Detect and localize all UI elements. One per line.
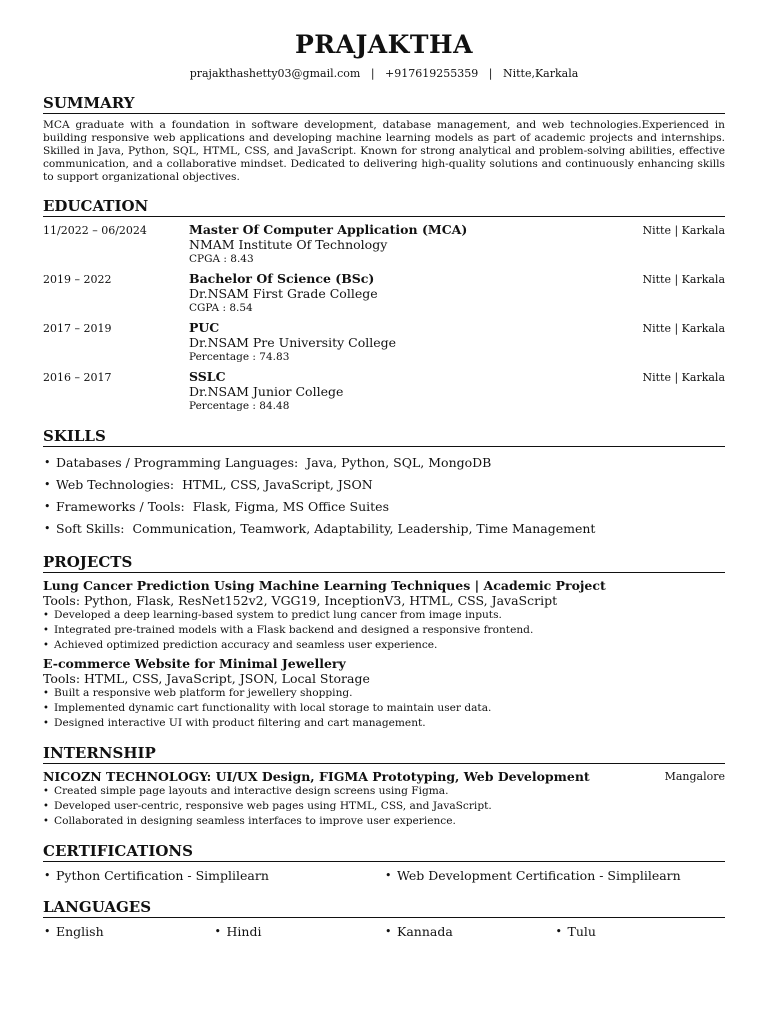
skill-item [43,496,725,518]
list-item: • Integrated pre-trained models with a Flask backend and designed a responsive frontend. [43,623,725,638]
list-item: • Developed user-centric, responsive web pages using HTML, CSS, and JavaScript. [43,799,725,814]
education-details [189,320,642,365]
degree-name: Bachelor Of Science (BSc) [189,271,375,286]
language-item: • Kannada [384,923,555,941]
education-date: 2016 – 2017 [43,371,112,384]
internship-location: Mangalore [664,770,725,783]
separator: | [370,67,375,80]
skill-item [43,474,725,496]
section-heading: EDUCATION [43,197,725,217]
education-date: 11/2022 – 06/2024 [43,224,147,237]
education-details [189,271,642,316]
separator: | [488,67,493,80]
education-date: 2017 – 2019 [43,322,112,335]
section-heading: SKILLS [43,427,725,447]
skills-section [43,427,725,540]
section-heading: INTERNSHIP [43,744,725,764]
internship-company: NICOZN TECHNOLOGY: UI/UX Design, FIGMA Prototyping, Web Development [43,769,590,784]
skill-item [43,518,725,540]
education-location: Nitte | Karkala [642,371,725,384]
institution-name: NMAM Institute Of Technology [189,237,388,252]
list-item: • Developed a deep learning-based system to predict lung cancer from image inputs. [43,608,725,623]
summary-text: MCA graduate with a foundation in software development, database management, and web technologies.Experienced in building responsive web applications and developing machine learning models as part of academic projects and internships. Skilled in Java, Python, SQL, HTML, CSS, and JavaScript. Known for strong analytical and problem-solving abilities, effective communication, and a collaborative mindset. Dedicated to delivering high-quality solutions and continuously enhancing skills to support organizational objectives. [43,119,725,183]
project-entry [43,578,725,653]
section-heading: CERTIFICATIONS [43,842,725,862]
project-title: E-commerce Website for Minimal Jewellery [43,656,346,671]
degree-name: PUC [189,320,220,335]
certifications-section [43,842,725,885]
project-title: Lung Cancer Prediction Using Machine Learning Techniques | Academic Project [43,578,606,593]
education-details [189,222,642,267]
section-heading: PROJECTS [43,553,725,573]
internship-bullets [43,784,725,829]
education-date: 2019 – 2022 [43,273,112,286]
certification-item: • Web Development Certification - Simplilearn [384,867,725,885]
languages-section [43,898,725,941]
education-details [189,369,642,414]
education-location: Nitte | Karkala [642,224,725,237]
degree-name: SSLC [189,369,226,384]
education-score: Percentage : 84.48 [189,400,290,412]
skill-value: Flask, Figma, MS Office Suites [192,499,389,514]
language-item: • English [43,923,214,941]
project-tools: Tools: Python, Flask, ResNet152v2, VGG19, InceptionV3, HTML, CSS, JavaScript [43,593,558,608]
institution-name: Dr.NSAM Junior College [189,384,344,399]
skill-value: Java, Python, SQL, MongoDB [306,455,492,470]
list-item: • Created simple page layouts and interactive design screens using Figma. [43,784,725,799]
skills-list [43,452,725,540]
skill-label: Web Technologies: [56,477,175,492]
certifications-list [43,867,725,885]
skill-item [43,452,725,474]
language-item: • Hindi [214,923,385,941]
section-heading: SUMMARY [43,94,725,114]
list-item: • Achieved optimized prediction accuracy and seamless user experience. [43,638,725,653]
languages-list [43,923,725,941]
education-section [43,197,725,414]
education-location: Nitte | Karkala [642,322,725,335]
skill-label: Frameworks / Tools: [56,499,185,514]
list-item: • Collaborated in designing seamless interfaces to improve user experience. [43,814,725,829]
section-heading: LANGUAGES [43,898,725,918]
degree-name: Master Of Computer Application (MCA) [189,222,468,237]
education-entry [43,320,725,365]
phone-text: +917619255359 [385,67,479,80]
candidate-name: PRAJAKTHA [294,30,474,59]
education-entry [43,222,725,267]
education-entry [43,271,725,316]
list-item: • Designed interactive UI with product filtering and cart management. [43,716,725,731]
skill-label: Databases / Programming Languages: [56,455,299,470]
institution-name: Dr.NSAM Pre University College [189,335,397,350]
internship-header [43,769,725,784]
projects-section [43,553,725,731]
skill-label: Soft Skills: [56,521,125,536]
location-text: Nitte,Karkala [502,67,579,80]
project-tools: Tools: HTML, CSS, JavaScript, JSON, Local Storage [43,671,370,686]
education-entry [43,369,725,414]
skill-value: Communication, Teamwork, Adaptability, Leadership, Time Management [132,521,596,536]
education-score: Percentage : 74.83 [189,351,290,363]
list-item: • Implemented dynamic cart functionality with local storage to maintain user data. [43,701,725,716]
list-item: • Built a responsive web platform for jewellery shopping. [43,686,725,701]
certification-item: • Python Certification - Simplilearn [43,867,384,885]
language-item: • Tulu [555,923,726,941]
education-score: CPGA : 8.43 [189,253,254,265]
education-location: Nitte | Karkala [642,273,725,286]
education-score: CGPA : 8.54 [189,302,253,314]
summary-section [43,94,725,184]
project-bullets [43,686,725,731]
internship-section [43,744,725,829]
project-bullets [43,608,725,653]
skill-value: HTML, CSS, JavaScript, JSON [182,477,373,492]
project-entry [43,656,725,731]
contact-line [43,67,725,81]
institution-name: Dr.NSAM First Grade College [189,286,378,301]
email-text: prajakthashetty03@gmail.com [189,67,361,80]
